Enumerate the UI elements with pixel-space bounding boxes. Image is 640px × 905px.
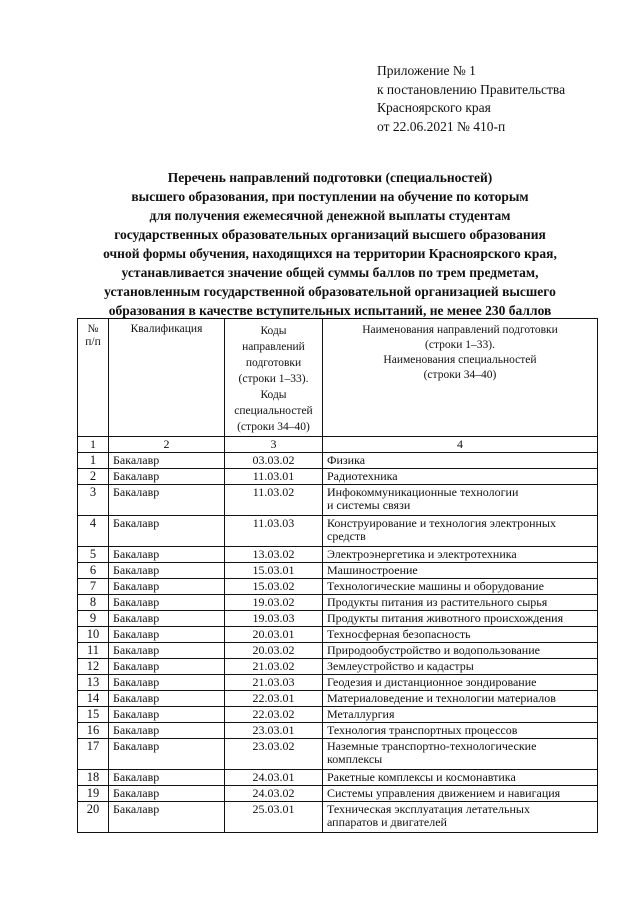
- document-title: [60, 168, 600, 320]
- row-code: 23.03.02: [225, 739, 323, 770]
- row-number: 9: [78, 611, 109, 627]
- table-header-row: [78, 319, 598, 437]
- row-direction-name: [323, 485, 598, 516]
- table-row: [78, 579, 598, 595]
- row-qualification: Бакалавр: [109, 547, 225, 563]
- row-direction-name-line: Технологические машины и оборудование: [327, 579, 544, 593]
- row-direction-name: [323, 691, 598, 707]
- table-row: [78, 739, 598, 770]
- table-row: [78, 659, 598, 675]
- title-line: очной формы обучения, находящихся на территории Красноярского края,: [103, 246, 557, 261]
- row-number: 17: [78, 739, 109, 770]
- row-code: 21.03.03: [225, 675, 323, 691]
- row-direction-name: [323, 723, 598, 739]
- directions-table: [77, 318, 598, 833]
- table-row: [78, 516, 598, 547]
- title-line: образования в качестве вступительных испытаний, не менее 230 баллов: [108, 303, 552, 318]
- row-number: 12: [78, 659, 109, 675]
- row-direction-name: [323, 595, 598, 611]
- row-direction-name-line: Технология транспортных процессов: [327, 723, 518, 737]
- column-index: 3: [225, 437, 323, 453]
- header-num-line: №: [87, 323, 99, 335]
- row-direction-name-line: Ракетные комплексы и космонавтика: [327, 770, 516, 784]
- row-number: 8: [78, 595, 109, 611]
- title-line: Перечень направлений подготовки (специальностей): [167, 170, 493, 185]
- header-codes: [225, 319, 323, 437]
- row-direction-name-line: Материаловедение и технологии материалов: [327, 691, 556, 705]
- header-codes-line: (строки 34–40): [237, 421, 310, 433]
- table-row: [78, 469, 598, 485]
- row-direction-name-line: Природообустройство и водопользование: [327, 643, 540, 657]
- table-row: [78, 643, 598, 659]
- row-direction-name: [323, 770, 598, 786]
- header-names-line: Наименования специальностей: [383, 354, 537, 366]
- table-row: [78, 675, 598, 691]
- title-line: высшего образования, при поступлении на обучение по которым: [131, 189, 529, 204]
- row-number: 10: [78, 627, 109, 643]
- header-codes-line: подготовки: [245, 357, 302, 369]
- table-row: [78, 786, 598, 802]
- header-codes-line: (строки 1–33).: [238, 373, 309, 385]
- row-number: 11: [78, 643, 109, 659]
- row-direction-name-line: комплексы: [327, 752, 383, 766]
- row-code: 21.03.02: [225, 659, 323, 675]
- row-direction-name-line: и системы связи: [327, 498, 411, 512]
- row-qualification: Бакалавр: [109, 627, 225, 643]
- row-direction-name: [323, 516, 598, 547]
- header-names-line: (строки 1–33).: [425, 339, 495, 351]
- row-direction-name: [323, 611, 598, 627]
- table-row: [78, 770, 598, 786]
- row-direction-name-line: Геодезия и дистанционное зондирование: [327, 675, 537, 689]
- table-row: [78, 453, 598, 469]
- row-number: 15: [78, 707, 109, 723]
- row-direction-name: [323, 547, 598, 563]
- header-names-line: Наименования направлений подготовки: [362, 324, 558, 336]
- row-code: 15.03.02: [225, 579, 323, 595]
- title-line: для получения ежемесячной денежной выплаты студентам: [149, 208, 511, 223]
- appendix-line: от 22.06.2021 № 410-п: [377, 118, 506, 134]
- row-direction-name-line: Техническая эксплуатация летательных: [327, 802, 530, 816]
- row-direction-name-line: Машиностроение: [327, 563, 418, 577]
- appendix-line: к постановлению Правительства: [377, 81, 566, 97]
- row-qualification: Бакалавр: [109, 691, 225, 707]
- table-body: [78, 453, 598, 833]
- row-code: 11.03.03: [225, 516, 323, 547]
- table-row: [78, 485, 598, 516]
- row-code: 20.03.01: [225, 627, 323, 643]
- row-code: 13.03.02: [225, 547, 323, 563]
- row-direction-name: [323, 707, 598, 723]
- header-qualification: Квалификация: [109, 319, 225, 437]
- header-names: [323, 319, 598, 437]
- row-number: 20: [78, 802, 109, 833]
- row-number: 6: [78, 563, 109, 579]
- row-code: 22.03.02: [225, 707, 323, 723]
- appendix-line: Приложение № 1: [377, 63, 476, 78]
- row-qualification: Бакалавр: [109, 675, 225, 691]
- appendix-line: Красноярского края: [377, 100, 491, 115]
- row-qualification: Бакалавр: [109, 516, 225, 547]
- title-line: установленным государственной образовательной организацией высшего: [104, 284, 556, 299]
- row-number: 14: [78, 691, 109, 707]
- row-number: 1: [78, 453, 109, 469]
- title-line: устанавливается значение общей суммы баллов по трем предметам,: [121, 265, 539, 280]
- row-code: 23.03.01: [225, 723, 323, 739]
- row-code: 11.03.02: [225, 485, 323, 516]
- row-number: 3: [78, 485, 109, 516]
- column-index: 2: [109, 437, 225, 453]
- table-row: [78, 563, 598, 579]
- row-code: 25.03.01: [225, 802, 323, 833]
- header-codes-line: Коды: [260, 389, 287, 401]
- row-code: 20.03.02: [225, 643, 323, 659]
- row-direction-name-line: Конструирование и технология электронных: [327, 516, 556, 530]
- row-direction-name: [323, 469, 598, 485]
- row-direction-name: [323, 453, 598, 469]
- column-index: 1: [78, 437, 109, 453]
- row-direction-name-line: Физика: [327, 453, 366, 467]
- row-direction-name: [323, 802, 598, 833]
- row-direction-name: [323, 579, 598, 595]
- column-index-row: [78, 437, 598, 453]
- row-code: 19.03.02: [225, 595, 323, 611]
- row-code: 03.03.02: [225, 453, 323, 469]
- row-qualification: Бакалавр: [109, 723, 225, 739]
- table-row: [78, 802, 598, 833]
- row-code: 22.03.01: [225, 691, 323, 707]
- table-row: [78, 595, 598, 611]
- row-direction-name-line: Наземные транспортно-технологические: [327, 739, 537, 753]
- header-names-line: (строки 34–40): [423, 369, 497, 381]
- row-number: 13: [78, 675, 109, 691]
- row-direction-name-line: Электроэнергетика и электротехника: [327, 547, 517, 561]
- row-direction-name-line: Системы управления движением и навигация: [327, 786, 561, 800]
- row-number: 2: [78, 469, 109, 485]
- table-row: [78, 611, 598, 627]
- row-code: 19.03.03: [225, 611, 323, 627]
- row-number: 16: [78, 723, 109, 739]
- row-direction-name-line: Радиотехника: [327, 469, 398, 483]
- row-qualification: Бакалавр: [109, 786, 225, 802]
- header-num: [78, 319, 109, 437]
- header-codes-line: Коды: [260, 325, 287, 337]
- row-direction-name-line: Землеустройство и кадастры: [327, 659, 474, 673]
- table-row: [78, 547, 598, 563]
- header-codes-line: специальностей: [234, 405, 313, 417]
- row-qualification: Бакалавр: [109, 659, 225, 675]
- row-direction-name-line: Продукты питания животного происхождения: [327, 611, 564, 625]
- row-direction-name-line: аппаратов и двигателей: [327, 815, 447, 829]
- row-direction-name-line: Инфокоммуникационные технологии: [327, 485, 519, 499]
- row-direction-name: [323, 739, 598, 770]
- row-code: 24.03.02: [225, 786, 323, 802]
- row-qualification: Бакалавр: [109, 643, 225, 659]
- row-code: 11.03.01: [225, 469, 323, 485]
- row-qualification: Бакалавр: [109, 739, 225, 770]
- header-num-line: п/п: [85, 336, 101, 348]
- row-qualification: Бакалавр: [109, 802, 225, 833]
- row-direction-name-line: Техносферная безопасность: [327, 627, 471, 641]
- row-number: 7: [78, 579, 109, 595]
- row-qualification: Бакалавр: [109, 707, 225, 723]
- row-qualification: Бакалавр: [109, 611, 225, 627]
- table-row: [78, 707, 598, 723]
- row-direction-name: [323, 786, 598, 802]
- row-direction-name: [323, 627, 598, 643]
- row-direction-name: [323, 675, 598, 691]
- row-qualification: Бакалавр: [109, 469, 225, 485]
- row-qualification: Бакалавр: [109, 453, 225, 469]
- row-code: 24.03.01: [225, 770, 323, 786]
- row-number: 19: [78, 786, 109, 802]
- title-line: государственных образовательных организаций высшего образования: [114, 227, 546, 242]
- table-row: [78, 627, 598, 643]
- row-direction-name: [323, 563, 598, 579]
- table-row: [78, 691, 598, 707]
- row-number: 5: [78, 547, 109, 563]
- row-direction-name-line: Металлургия: [327, 707, 395, 721]
- row-direction-name-line: Продукты питания из растительного сырья: [327, 595, 548, 609]
- row-qualification: Бакалавр: [109, 770, 225, 786]
- row-direction-name-line: средств: [327, 529, 366, 543]
- row-number: 4: [78, 516, 109, 547]
- appendix-block: [377, 62, 565, 136]
- row-qualification: Бакалавр: [109, 563, 225, 579]
- table-row: [78, 723, 598, 739]
- row-direction-name: [323, 643, 598, 659]
- row-qualification: Бакалавр: [109, 485, 225, 516]
- header-codes-line: направлений: [242, 341, 305, 353]
- row-qualification: Бакалавр: [109, 579, 225, 595]
- column-index: 4: [323, 437, 598, 453]
- row-code: 15.03.01: [225, 563, 323, 579]
- row-qualification: Бакалавр: [109, 595, 225, 611]
- row-direction-name: [323, 659, 598, 675]
- row-number: 18: [78, 770, 109, 786]
